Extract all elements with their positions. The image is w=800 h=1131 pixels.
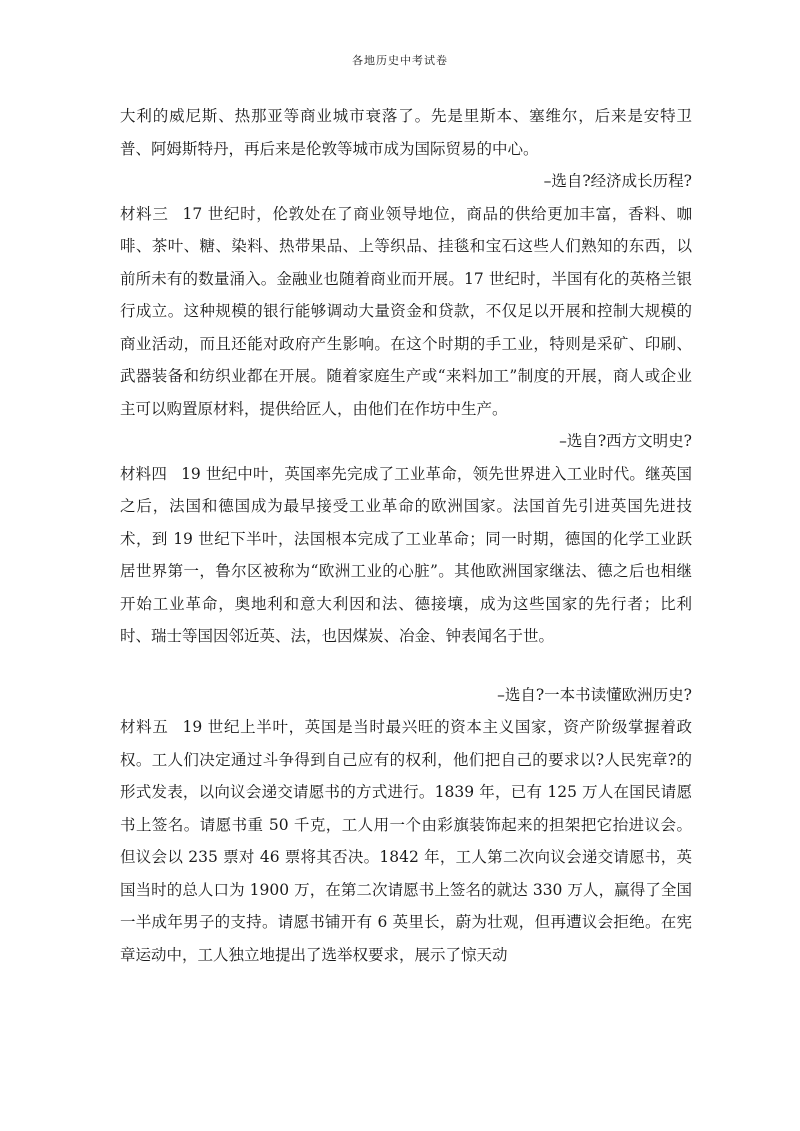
paragraph-continuation <box>120 100 692 165</box>
material-label: 材料四 <box>120 464 168 483</box>
material-text: 19 世纪上半叶，英国是当时最兴旺的资本主义国家，资产阶级掌握着政权。工人们决定通过斗争得到自己应有的权利，他们把自己的要求以?人民宪章?的形式发表，以向议会递交请愿书的方式进行。1839 年，已有 125 万人在国民请愿书上签名。请愿书重 50 千克，工人用一个由彩旗装饰起来的担架把它抬进议会。但议会以 235 票对 46 票将其否决。1842 年，工人第二次向议会递交请愿书，英国当时的总人口为 1900 万，在第二次请愿书上签名的就达 330 万人，赢得了全国一半成年男子的支持。请愿书铺开有 6 英里长，蔚为壮观，但再遭议会拒绝。在宪章运动中，工人独立地提出了选举权要求，展示了惊天动 <box>120 718 692 964</box>
spacer <box>120 653 692 679</box>
source-citation-3: –选自?一本书读懂欧洲历史? <box>497 685 692 704</box>
source-citation-1: –选自?经济成长历程? <box>543 172 692 190</box>
document-body <box>120 100 692 971</box>
material-three <box>120 198 692 426</box>
paragraph-text: 大利的威尼斯、热那亚等商业城市衰落了。先是里斯本、塞维尔，后来是安特卫普、阿姆斯特丹，再后来是伦敦等城市成为国际贸易的中心。 <box>120 107 692 158</box>
material-four <box>120 458 692 653</box>
material-five <box>120 711 692 971</box>
material-text: 17 世纪时，伦敦处在了商业领导地位，商品的供给更加丰富，香料、咖啡、茶叶、糖、染料、热带果品、上等织品、挂毯和宝石这些人们熟知的东西，以前所未有的数量涌入。金融业也随着商业而开展。17 世纪时，半国有化的英格兰银行成立。这种规模的银行能够调动大量资金和贷款，不仅足以开展和控制大规模的商业活动，而且还能对政府产生影响。在这个时期的手工业，特则是采矿、印刷、武器装备和纺织业都在开展。随着家庭生产或“来料加工”制度的开展，商人或企业主可以购置原材料，提供给匠人，由他们在作坊中生产。 <box>120 204 692 418</box>
material-label: 材料五 <box>120 718 169 736</box>
material-text: 19 世纪中叶，英国率先完成了工业革命，领先世界进入工业时代。继英国之后，法国和德国成为最早接受工业革命的欧洲国家。法国首先引进英国先进技术，到 19 世纪下半叶，法国根本完成了工业革命；同一时期，德国的化学工业跃居世界第一，鲁尔区被称为“欧洲工业的心脏”。其他欧洲国家继法、德之后也相继开始工业革命，奥地利和意大利因和法、德接壤，成为这些国家的先行者；比利时、瑞士等国因邻近英、法，也因煤炭、冶金、钟表闻名于世。 <box>120 464 692 645</box>
material-label: 材料三 <box>120 204 169 223</box>
page-header: 各地历史中考试卷 <box>352 54 448 67</box>
source-citation-2: –选自?西方文明史? <box>559 432 692 450</box>
